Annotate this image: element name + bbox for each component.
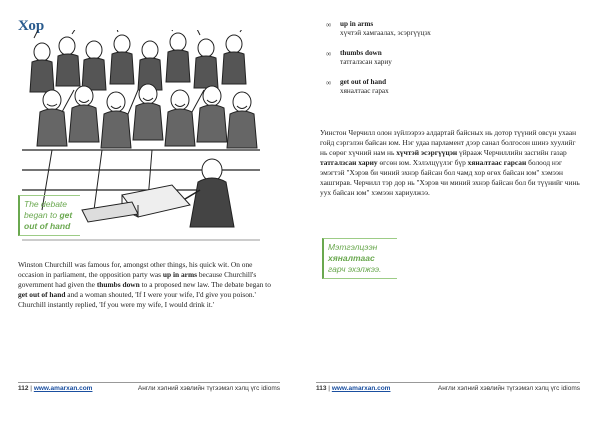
page-title: Хор <box>18 18 45 34</box>
infinity-bullet-icon: ∞ <box>326 49 332 58</box>
infinity-bullet-icon: ∞ <box>326 78 332 87</box>
paragraph-text: өгсөн юм. Хэлэлцүүлэг бүр <box>377 158 468 167</box>
website-link[interactable]: www.amarxan.com <box>33 385 93 392</box>
vocab-item <box>326 49 546 67</box>
vocab-term: thumbs down <box>340 49 382 57</box>
crowd-middle-row <box>37 84 257 148</box>
paragraph-text: Уинстон Черчилл олон зүйлээрээ алдартай байсных нь дотор түүний овсүн ухаан гойд сэргэлэн байсан юм. Нэг удаа парламент дээр санал болгосон шинэ хуулийг нь сөрөг хүчний нам нь <box>320 128 577 157</box>
footer-separator: | <box>326 385 332 392</box>
footer-separator: | <box>28 385 34 392</box>
book-title: Англи хэлний хэвлийн түгээмэл хэлц үгс idioms <box>437 385 580 392</box>
vocab-item <box>326 78 546 96</box>
pull-quote-text: The debate began to <box>24 199 68 220</box>
page-footer <box>316 382 580 395</box>
paragraph-text: to a proposed new law. The debate began to <box>139 280 271 289</box>
paragraph-text: үйрааж Черчиллийн засгийн газар <box>457 148 567 157</box>
pull-quote <box>322 238 397 279</box>
page-number: 113 <box>316 385 327 392</box>
paragraph-text: болоод нэг эмэгтэй "Хэрэв би чиний эхнэр байсан бол чамд хор өгөх байсан юм" хэмээн хашгирав. Черчилл тэр дор нь "Хэрэв чи миний эхнэр байсан бол би түүнийг чинь уух байсан юм" хэмээн хариулжээ. <box>320 158 580 197</box>
page-number: 112 <box>18 385 29 392</box>
idiom-highlight: татгалзсан хариу <box>320 158 378 167</box>
idiom-highlight: хяналтаас гарсан <box>467 158 527 167</box>
vocabulary-list <box>326 20 546 107</box>
right-page <box>300 0 600 423</box>
vocab-term: get out of hand <box>340 78 387 86</box>
page-footer <box>18 382 280 395</box>
pull-quote-bold: хяналтаас <box>328 253 375 263</box>
idiom-highlight: up in arms <box>162 270 197 279</box>
vocab-item <box>326 20 546 38</box>
vocab-definition: татгалзсан хариу <box>340 58 392 66</box>
story-paragraph-english <box>18 260 276 310</box>
infinity-bullet-icon: ∞ <box>326 20 332 29</box>
paragraph-text: and a woman shouted, 'If I were your wife, I'd give you poison.' Churchill instantly replied, 'If you were my wife, I would drink it.' <box>18 290 256 309</box>
pull-quote-bold: get out of hand <box>24 210 73 231</box>
pull-quote <box>18 195 80 236</box>
idiom-highlight: thumbs down <box>96 280 140 289</box>
book-title: Англи хэлний хэвлийн түгээмэл хэлц үгс idioms <box>137 385 280 392</box>
story-paragraph-mongolian <box>320 128 580 198</box>
website-link[interactable]: www.amarxan.com <box>331 385 391 392</box>
pull-quote-text: Мэтгэлцээн <box>328 242 378 252</box>
paragraph-text: because Churchill's government had given the <box>18 270 257 289</box>
vocab-definition: хүчтэй хамгаалах, эсэргүүцэх <box>340 29 431 37</box>
vocab-definition: хяналтаас гарах <box>340 87 389 95</box>
paragraph-text: Winston Churchill was famous for, amongst other things, his quick wit. On one occasion in parliament, the opposition party was <box>18 260 253 279</box>
pull-quote-text-end: гарч эхэлжээ. <box>328 264 382 274</box>
vocab-term: up in arms <box>340 20 374 28</box>
idiom-highlight: get out of hand <box>18 290 66 299</box>
idiom-highlight: хүчтэй эсэргүүцэн <box>396 148 458 157</box>
